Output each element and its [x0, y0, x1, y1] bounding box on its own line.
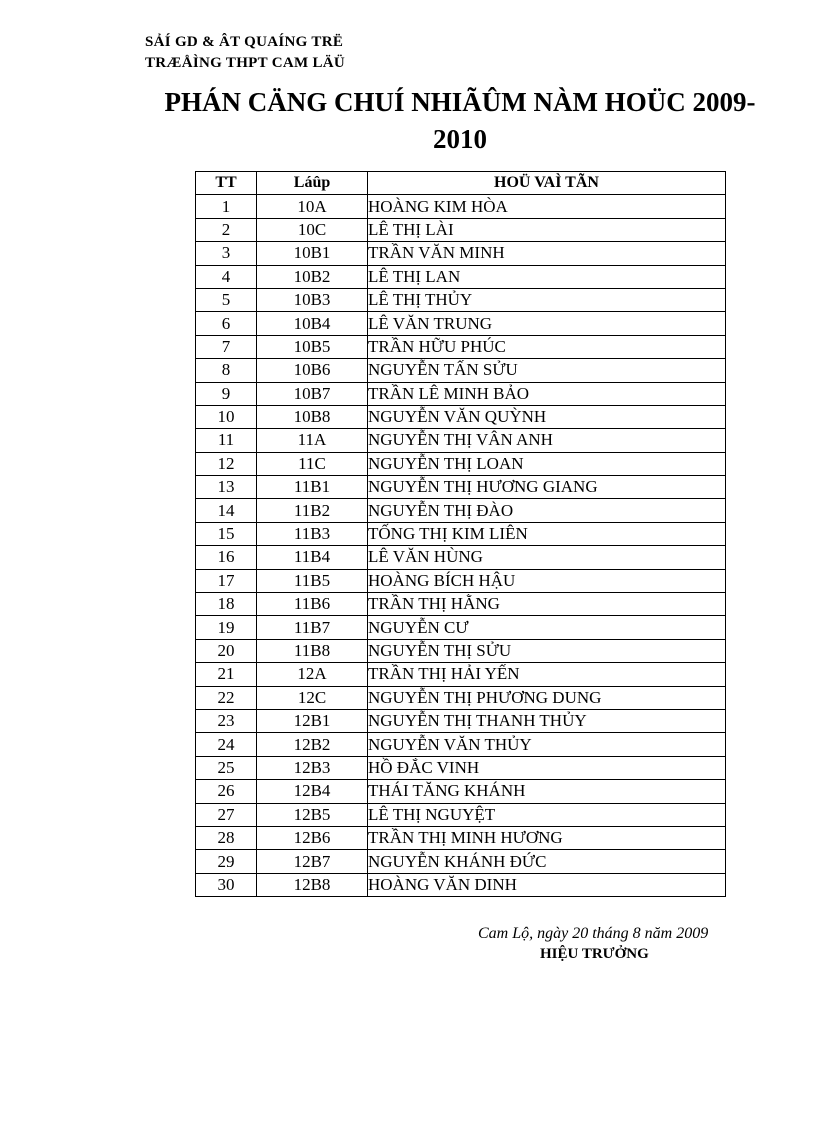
- table-row: [196, 639, 726, 662]
- table-row: [196, 359, 726, 382]
- row-number: 12: [196, 452, 257, 475]
- row-number: 13: [196, 476, 257, 499]
- row-class: 12B6: [257, 826, 368, 849]
- row-class: 11B8: [257, 639, 368, 662]
- table-row: [196, 218, 726, 241]
- row-teacher-name: LÊ THỊ LÀI: [368, 218, 726, 241]
- row-class: 10B4: [257, 312, 368, 335]
- table-row: [196, 265, 726, 288]
- page-title-line-2: 2010: [433, 124, 487, 154]
- row-class: 12B5: [257, 803, 368, 826]
- row-teacher-name: NGUYỄN THỊ SỬU: [368, 639, 726, 662]
- row-teacher-name: NGUYỄN CƯ: [368, 616, 726, 639]
- row-teacher-name: NGUYỄN THỊ ĐÀO: [368, 499, 726, 522]
- row-teacher-name: TRẦN THỊ HẰNG: [368, 593, 726, 616]
- row-teacher-name: HOÀNG VĂN DINH: [368, 873, 726, 896]
- table-row: [196, 686, 726, 709]
- table-row: [196, 335, 726, 358]
- table-row: [196, 569, 726, 592]
- row-teacher-name: THÁI TĂNG KHÁNH: [368, 780, 726, 803]
- row-class: 12B3: [257, 756, 368, 779]
- row-number: 20: [196, 639, 257, 662]
- table-row: [196, 756, 726, 779]
- row-teacher-name: TRẦN VĂN MINH: [368, 242, 726, 265]
- row-teacher-name: HOÀNG KIM HÒA: [368, 195, 726, 218]
- row-number: 29: [196, 850, 257, 873]
- document-header: [145, 32, 345, 74]
- school-name: TRÆÅÌNG THPT CAM LÄÜ: [145, 55, 346, 71]
- table-row: [196, 850, 726, 873]
- row-teacher-name: NGUYỄN THỊ THANH THỦY: [368, 709, 726, 732]
- signature-place-date: Cam Lộ, ngày 20 tháng 8 năm 2009: [478, 925, 709, 942]
- row-teacher-name: HỒ ĐẮC VINH: [368, 756, 726, 779]
- row-number: 10: [196, 405, 257, 428]
- row-class: 12B2: [257, 733, 368, 756]
- row-class: 10A: [257, 195, 368, 218]
- row-class: 12B7: [257, 850, 368, 873]
- table-row: [196, 452, 726, 475]
- row-class: 10B8: [257, 405, 368, 428]
- row-class: 11B5: [257, 569, 368, 592]
- row-class: 11B2: [257, 499, 368, 522]
- table-row: [196, 733, 726, 756]
- row-class: 12B8: [257, 873, 368, 896]
- row-teacher-name: TRẦN HỮU PHÚC: [368, 335, 726, 358]
- table-row: [196, 522, 726, 545]
- row-teacher-name: TRẦN LÊ MINH BẢO: [368, 382, 726, 405]
- table-row: [196, 780, 726, 803]
- row-teacher-name: NGUYỄN THỊ HƯƠNG GIANG: [368, 476, 726, 499]
- table-row: [196, 593, 726, 616]
- table-row: [196, 288, 726, 311]
- row-teacher-name: NGUYỄN THỊ LOAN: [368, 452, 726, 475]
- row-number: 27: [196, 803, 257, 826]
- row-teacher-name: NGUYỄN THỊ PHƯƠNG DUNG: [368, 686, 726, 709]
- row-teacher-name: LÊ VĂN HÙNG: [368, 546, 726, 569]
- table-row: [196, 476, 726, 499]
- table-row: [196, 405, 726, 428]
- row-class: 11B7: [257, 616, 368, 639]
- row-class: 11C: [257, 452, 368, 475]
- table-row: [196, 429, 726, 452]
- row-class: 12B4: [257, 780, 368, 803]
- signature-title: HIỆU TRƯỞNG: [540, 946, 649, 962]
- table-row: [196, 382, 726, 405]
- row-teacher-name: HOÀNG BÍCH HẬU: [368, 569, 726, 592]
- table-row: [196, 803, 726, 826]
- row-class: 10B2: [257, 265, 368, 288]
- row-teacher-name: NGUYỄN VĂN THỦY: [368, 733, 726, 756]
- table-row: [196, 312, 726, 335]
- row-teacher-name: LÊ THỊ NGUYỆT: [368, 803, 726, 826]
- row-number: 3: [196, 242, 257, 265]
- row-number: 21: [196, 663, 257, 686]
- table-row: [196, 616, 726, 639]
- row-teacher-name: NGUYỄN TẤN SỬU: [368, 359, 726, 382]
- row-teacher-name: TRẦN THỊ MINH HƯƠNG: [368, 826, 726, 849]
- row-class: 12C: [257, 686, 368, 709]
- row-class: 10B5: [257, 335, 368, 358]
- row-class: 10B6: [257, 359, 368, 382]
- row-teacher-name: LÊ VĂN TRUNG: [368, 312, 726, 335]
- table-row: [196, 499, 726, 522]
- table-row: [196, 826, 726, 849]
- table-row: [196, 709, 726, 732]
- table-row: [196, 195, 726, 218]
- homeroom-teacher-table: [195, 171, 726, 897]
- row-number: 8: [196, 359, 257, 382]
- row-number: 26: [196, 780, 257, 803]
- row-number: 5: [196, 288, 257, 311]
- row-number: 17: [196, 569, 257, 592]
- row-number: 11: [196, 429, 257, 452]
- row-teacher-name: NGUYỄN KHÁNH ĐỨC: [368, 850, 726, 873]
- row-teacher-name: NGUYỄN THỊ VÂN ANH: [368, 429, 726, 452]
- table-row: [196, 242, 726, 265]
- row-number: 2: [196, 218, 257, 241]
- row-number: 30: [196, 873, 257, 896]
- row-class: 10C: [257, 218, 368, 241]
- department-name: SẢÍ GD & ÂT QUAÍNG TRË: [145, 34, 344, 50]
- row-class: 11B6: [257, 593, 368, 616]
- row-number: 23: [196, 709, 257, 732]
- row-class: 11B3: [257, 522, 368, 545]
- row-class: 11B4: [257, 546, 368, 569]
- table-header-row: [196, 172, 726, 195]
- row-class: 10B7: [257, 382, 368, 405]
- row-class: 12B1: [257, 709, 368, 732]
- row-class: 11B1: [257, 476, 368, 499]
- row-teacher-name: TỐNG THỊ KIM LIÊN: [368, 522, 726, 545]
- row-teacher-name: TRẦN THỊ HẢI YẾN: [368, 663, 726, 686]
- row-number: 9: [196, 382, 257, 405]
- row-teacher-name: NGUYỄN VĂN QUỲNH: [368, 405, 726, 428]
- row-number: 15: [196, 522, 257, 545]
- row-number: 6: [196, 312, 257, 335]
- column-header-tt: TT: [196, 172, 257, 195]
- row-number: 4: [196, 265, 257, 288]
- row-number: 24: [196, 733, 257, 756]
- table-row: [196, 546, 726, 569]
- row-class: 12A: [257, 663, 368, 686]
- column-header-name: HOÜ VAÌ TÃN: [368, 172, 726, 195]
- row-number: 1: [196, 195, 257, 218]
- row-teacher-name: LÊ THỊ LAN: [368, 265, 726, 288]
- row-number: 19: [196, 616, 257, 639]
- row-number: 16: [196, 546, 257, 569]
- row-number: 14: [196, 499, 257, 522]
- row-class: 10B1: [257, 242, 368, 265]
- column-header-class: Láûp: [257, 172, 368, 195]
- row-number: 22: [196, 686, 257, 709]
- row-class: 11A: [257, 429, 368, 452]
- row-number: 18: [196, 593, 257, 616]
- row-number: 7: [196, 335, 257, 358]
- table-row: [196, 873, 726, 896]
- row-teacher-name: LÊ THỊ THỦY: [368, 288, 726, 311]
- row-number: 25: [196, 756, 257, 779]
- table-row: [196, 663, 726, 686]
- page-title-line-1: PHÁN CÄNG CHUÍ NHIÃÛM NÀM HOÜC 2009-: [164, 87, 756, 117]
- page-title: [150, 84, 770, 158]
- row-class: 10B3: [257, 288, 368, 311]
- row-number: 28: [196, 826, 257, 849]
